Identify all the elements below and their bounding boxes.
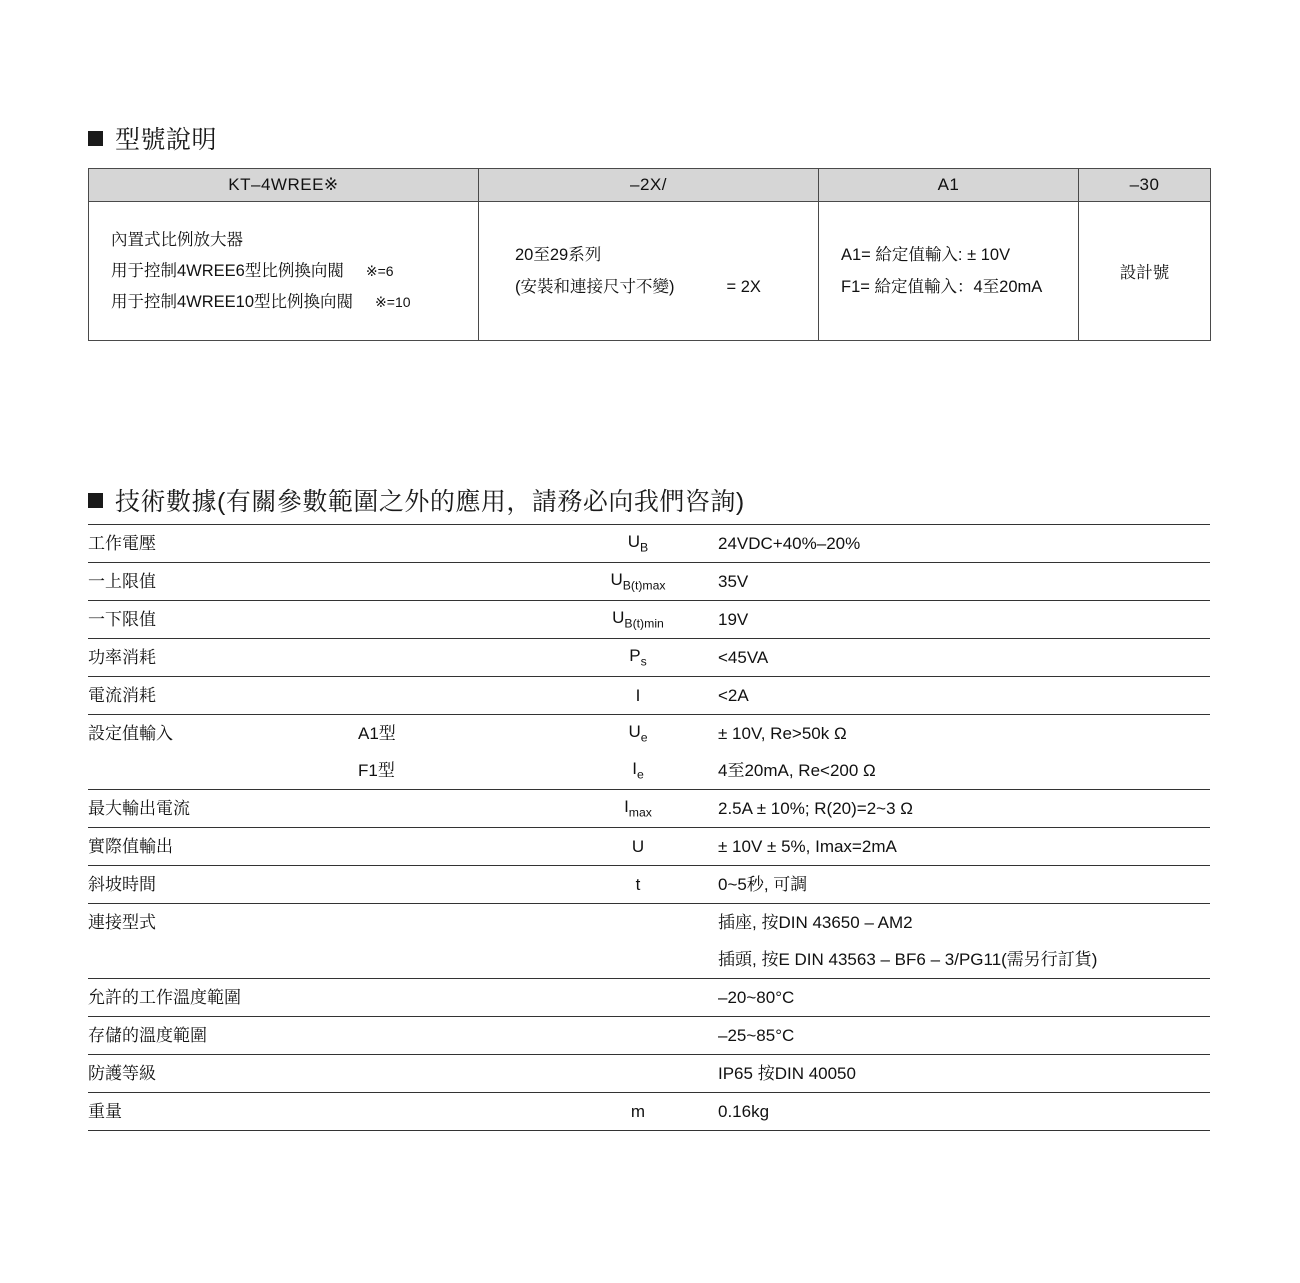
tech-value: 插座, 按DIN 43650 – AM2 (718, 912, 913, 932)
tech-symbol: $U_{B(t)max}$ (558, 563, 718, 601)
model-table-header-row (89, 169, 1211, 202)
model-series-line-2: (安裝和連接尺寸不變) = 2X (515, 277, 761, 296)
tech-symbol: $U_e$ (628, 722, 648, 745)
tech-value: –20~80°C (718, 979, 1210, 1017)
tech-label: 允許的工作溫度範圍 (88, 979, 358, 1017)
model-desc-mark-2: ※=6 (365, 262, 394, 279)
table-row (88, 677, 1210, 715)
tech-value: <45VA (718, 639, 1210, 677)
tech-symbol: $P_s$ (558, 639, 718, 677)
tech-symbol: m (558, 1093, 718, 1131)
tech-value: 插頭, 按E DIN 43563 – BF6 – 3/PG11(需另行訂貨) (718, 941, 1210, 979)
table-row (88, 790, 1210, 828)
tech-value: 0~5秒, 可調 (718, 866, 1210, 904)
tech-value: –25~85°C (718, 1017, 1210, 1055)
model-header-cell-4: –30 (1079, 169, 1211, 202)
table-row (88, 1017, 1210, 1055)
tech-value: 4至20mA, Re<200 Ω (718, 752, 1210, 790)
tech-label: 防護等級 (88, 1055, 358, 1093)
tech-value: 19V (718, 601, 1210, 639)
model-series-line-1: 20至29系列 (515, 246, 602, 265)
tech-symbol: I (558, 677, 718, 715)
tech-label (88, 752, 358, 790)
tech-value: ± 10V ± 5%, Imax=2mA (718, 828, 1210, 866)
tech-symbol (558, 904, 718, 942)
tech-sub (358, 601, 558, 639)
tech-symbol: U (558, 828, 718, 866)
table-row (88, 1093, 1210, 1131)
tech-sub: F1型 (358, 752, 558, 790)
model-desc-line-2: 用于控制4WREE6型比例換向閥 ※=6 (111, 261, 394, 280)
tech-label: 電流消耗 (88, 677, 358, 715)
table-row (88, 828, 1210, 866)
tech-symbol (558, 1017, 718, 1055)
tech-value: 24VDC+40%–20% (718, 525, 1210, 563)
tech-sub (358, 1055, 558, 1093)
table-row (88, 715, 1210, 753)
tech-symbol (558, 979, 718, 1017)
model-cell-input (819, 202, 1079, 341)
tech-label: 最大輸出電流 (88, 790, 358, 828)
tech-label: 一下限值 (88, 601, 358, 639)
tech-symbol: t (558, 866, 718, 904)
tech-label (88, 941, 358, 979)
tech-symbol (558, 1055, 718, 1093)
table-row (88, 866, 1210, 904)
tech-sub (358, 790, 558, 828)
tech-value: 0.16kg (718, 1093, 1210, 1131)
table-row (88, 979, 1210, 1017)
technical-data-table (88, 524, 1210, 1131)
tech-symbol: $I_e$ (558, 752, 718, 790)
tech-value: <2A (718, 677, 1210, 715)
tech-label: 存儲的溫度範圍 (88, 1017, 358, 1055)
table-row (88, 1055, 1210, 1093)
model-cell-series (479, 202, 819, 341)
tech-sub (358, 979, 558, 1017)
tech-value: IP65 按DIN 40050 (718, 1055, 1210, 1093)
table-row (88, 639, 1210, 677)
tech-label: 斜坡時間 (88, 866, 358, 904)
tech-symbol: $I_{max}$ (558, 790, 718, 828)
tech-label: 功率消耗 (88, 639, 358, 677)
section-heading-model (88, 120, 217, 156)
section-heading-tech (88, 482, 745, 518)
table-row (88, 752, 1210, 790)
tech-label: 重量 (88, 1093, 358, 1131)
model-code-table (88, 168, 1211, 341)
model-table-body-row (89, 202, 1211, 341)
table-row (88, 525, 1210, 563)
section-title-text: 技術數據(有關參數範圍之外的應用，請務必向我們咨詢) (115, 488, 745, 516)
table-row (88, 601, 1210, 639)
tech-sub (358, 828, 558, 866)
tech-sub (358, 1017, 558, 1055)
tech-sub (358, 941, 558, 979)
table-row (88, 941, 1210, 979)
tech-sub (358, 904, 558, 942)
tech-sub (358, 563, 558, 601)
tech-label: 設定值輸入 (88, 723, 173, 743)
model-header-cell-3: A1 (819, 169, 1079, 202)
tech-label: 工作電壓 (88, 525, 358, 563)
model-desc-line-3: 用于控制4WREE10型比例換向閥 ※=10 (111, 293, 411, 312)
tech-value: ± 10V, Re>50k Ω (718, 723, 847, 743)
table-row (88, 563, 1210, 601)
tech-label: 一上限值 (88, 563, 358, 601)
square-bullet-icon (88, 493, 103, 508)
tech-symbol: $U_B$ (558, 525, 718, 563)
model-desc-line-1: 內置式比例放大器 (111, 230, 243, 249)
tech-value: 2.5A ± 10%; R(20)=2~3 Ω (718, 790, 1210, 828)
tech-label: 實際值輸出 (88, 828, 358, 866)
tech-sub (358, 1093, 558, 1131)
model-cell-description (89, 202, 479, 341)
tech-symbol: $U_{B(t)min}$ (558, 601, 718, 639)
table-row (88, 904, 1210, 942)
tech-sub: A1型 (358, 723, 396, 743)
model-input-line-1: A1= 給定值輸入: ± 10V (841, 246, 1011, 265)
model-header-cell-2: –2X/ (479, 169, 819, 202)
tech-sub (358, 677, 558, 715)
square-bullet-icon (88, 131, 103, 146)
tech-sub (358, 866, 558, 904)
tech-sub (358, 639, 558, 677)
section-title-text: 型號說明 (115, 126, 218, 154)
tech-value: 35V (718, 563, 1210, 601)
tech-label: 連接型式 (88, 912, 156, 932)
model-header-cell-1: KT–4WREE※ (89, 169, 479, 202)
tech-symbol (558, 941, 718, 979)
model-series-eq: = 2X (726, 277, 761, 296)
model-cell-design: 設計號 (1079, 202, 1211, 341)
tech-sub (358, 525, 558, 563)
model-input-line-2: F1= 給定值輸入：4至20mA (841, 277, 1043, 296)
model-desc-mark-3: ※=10 (375, 294, 411, 311)
